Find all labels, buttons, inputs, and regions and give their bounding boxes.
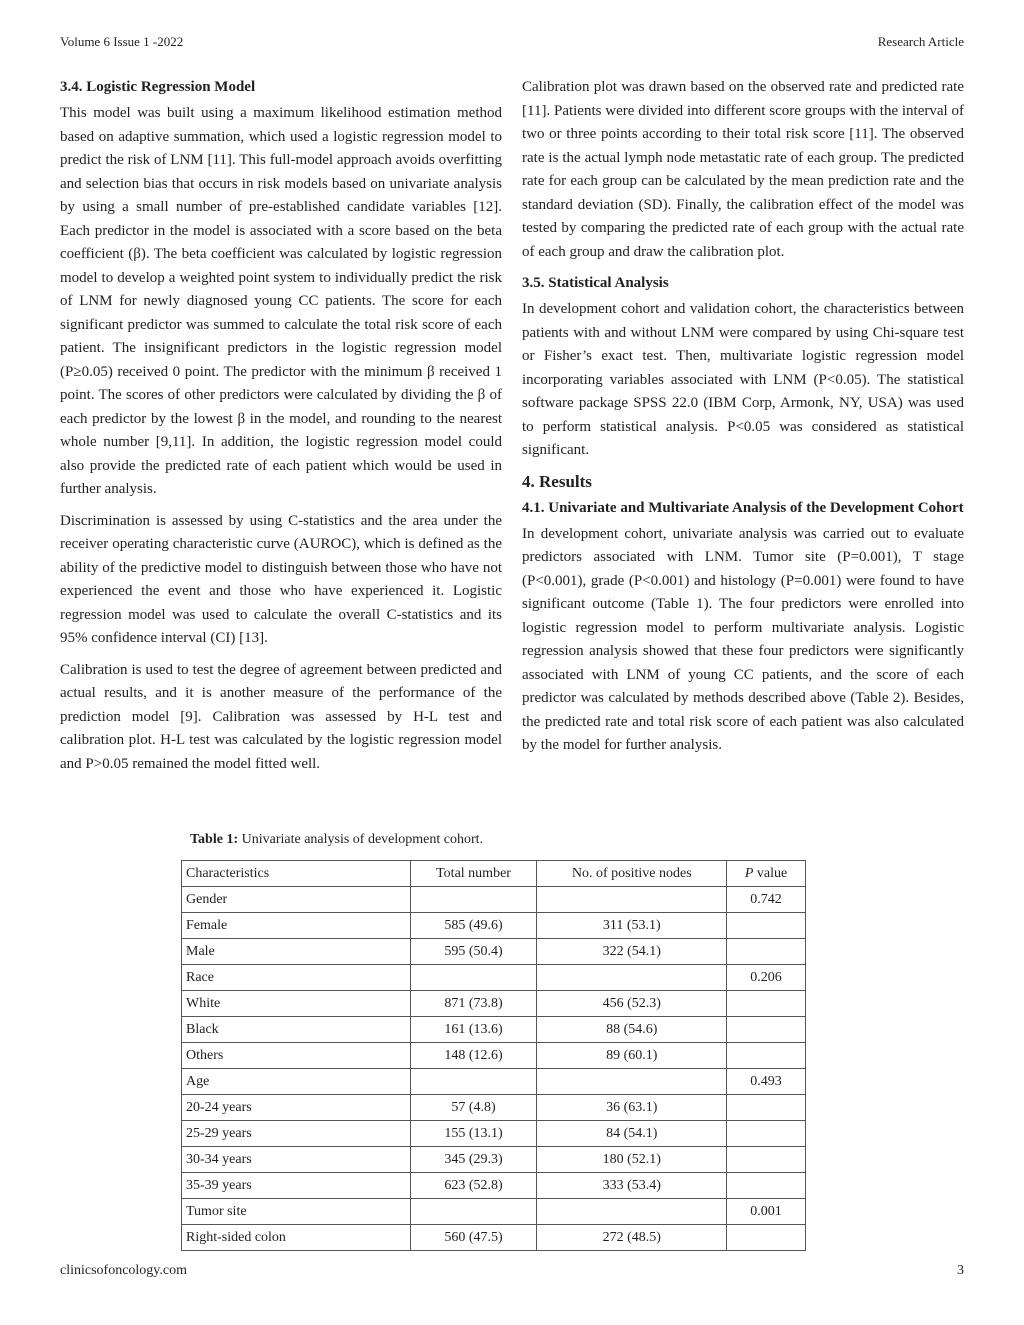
header-characteristics: Characteristics bbox=[182, 861, 411, 887]
cell-p-value: 0.206 bbox=[727, 965, 806, 991]
cell-positive-nodes: 89 (60.1) bbox=[537, 1043, 727, 1069]
cell-positive-nodes: 84 (54.1) bbox=[537, 1121, 727, 1147]
cell-p-value bbox=[727, 913, 806, 939]
footer-site: clinicsofoncology.com bbox=[60, 1263, 188, 1278]
cell-characteristic: 20-24 years bbox=[182, 1095, 411, 1121]
cell-positive-nodes: 333 (53.4) bbox=[537, 1173, 727, 1199]
cell-positive-nodes: 36 (63.1) bbox=[537, 1095, 727, 1121]
table-caption bbox=[190, 832, 483, 848]
cell-total-number: 623 (52.8) bbox=[410, 1173, 537, 1199]
cell-p-value: 0.493 bbox=[727, 1069, 806, 1095]
table-body bbox=[182, 887, 806, 1251]
cell-characteristic: Gender bbox=[182, 887, 411, 913]
cell-characteristic: Tumor site bbox=[182, 1199, 411, 1225]
cell-positive-nodes bbox=[537, 1069, 727, 1095]
cell-positive-nodes: 311 (53.1) bbox=[537, 913, 727, 939]
cell-total-number bbox=[410, 887, 537, 913]
cell-positive-nodes: 456 (52.3) bbox=[537, 991, 727, 1017]
header-p-letter: P bbox=[744, 865, 754, 881]
cell-characteristic: Others bbox=[182, 1043, 411, 1069]
paragraph: Calibration plot was drawn based on the observed rate and predicted rate [11]. Patients were divided into different score groups with the interval of two or three points according to their total risk score [11]. The observed rate is the actual lymph node metastatic rate of each group. The predicted rate for each group can be calculated by the mean prediction rate and the standard deviation (SD). Finally, the calibration effect of the model was tested by comparing the predicted rate of each group with the actual rate of each group and draw the calibration plot. bbox=[522, 79, 964, 260]
cell-positive-nodes: 88 (54.6) bbox=[537, 1017, 727, 1043]
cell-total-number bbox=[410, 965, 537, 991]
cell-characteristic: Black bbox=[182, 1017, 411, 1043]
cell-characteristic: 35-39 years bbox=[182, 1173, 411, 1199]
cell-total-number bbox=[410, 1199, 537, 1225]
table-header-row bbox=[182, 861, 806, 887]
table-row bbox=[182, 1043, 806, 1069]
cell-positive-nodes: 322 (54.1) bbox=[537, 939, 727, 965]
cell-total-number: 148 (12.6) bbox=[410, 1043, 537, 1069]
table-row bbox=[182, 1225, 806, 1251]
table-row bbox=[182, 913, 806, 939]
cell-characteristic: Right-sided colon bbox=[182, 1225, 411, 1251]
cell-total-number: 161 (13.6) bbox=[410, 1017, 537, 1043]
section-heading-logistic-regression: 3.4. Logistic Regression Model bbox=[60, 79, 256, 95]
table-caption-label: Table 1: bbox=[190, 832, 239, 847]
cell-p-value bbox=[727, 1225, 806, 1251]
cell-characteristic: Female bbox=[182, 913, 411, 939]
table-row bbox=[182, 1147, 806, 1173]
table-row bbox=[182, 939, 806, 965]
table-row bbox=[182, 965, 806, 991]
cell-p-value bbox=[727, 1017, 806, 1043]
table-row bbox=[182, 1121, 806, 1147]
univariate-analysis-table bbox=[181, 860, 806, 1251]
cell-p-value: 0.001 bbox=[727, 1199, 806, 1225]
cell-positive-nodes bbox=[537, 1199, 727, 1225]
cell-p-value bbox=[727, 991, 806, 1017]
cell-characteristic: 25-29 years bbox=[182, 1121, 411, 1147]
paragraph: In development cohort, univariate analysis was carried out to evaluate predictors associated with LNM. Tumor site (P=0.001), T stage (P<0.001), grade (P<0.001) and histology (P=0.001) were found to have significant outcome (Table 1). The four predictors were enrolled into logistic regression model to perform multivariate analysis. Logistic regression analysis showed that these four predictors were significantly associated with LNM of young CC patients, and the score of each predictor was calculated by methods described above (Table 2). Besides, the predicted rate and total risk score of each patient was also calculated by the model for further analysis. bbox=[522, 525, 964, 753]
header-volume: Volume 6 Issue 1 -2022 bbox=[60, 34, 184, 49]
header-p-value bbox=[727, 861, 806, 887]
cell-p-value bbox=[727, 1121, 806, 1147]
table-row bbox=[182, 1095, 806, 1121]
section-heading-univariate-analysis: 4.1. Univariate and Multivariate Analysis of the Development Cohort bbox=[522, 499, 964, 516]
paragraph: Calibration is used to test the degree of agreement between predicted and actual results, and it is another measure of the performance of the prediction model [9]. Calibration was assessed by H-L test and calibration plot. H-L test was calculated by the logistic regression model and P>0.05 remained the model fitted well. bbox=[60, 661, 502, 772]
cell-p-value: 0.742 bbox=[727, 887, 806, 913]
table-row bbox=[182, 1173, 806, 1199]
cell-positive-nodes bbox=[537, 887, 727, 913]
page-header bbox=[60, 34, 964, 52]
section-heading-statistical-analysis: 3.5. Statistical Analysis bbox=[522, 275, 669, 291]
cell-p-value bbox=[727, 939, 806, 965]
cell-total-number: 871 (73.8) bbox=[410, 991, 537, 1017]
cell-total-number: 57 (4.8) bbox=[410, 1095, 537, 1121]
cell-total-number: 155 (13.1) bbox=[410, 1121, 537, 1147]
paragraph: In development cohort and validation cohort, the characteristics between patients with and without LNM were compared by using Chi-square test or Fisher’s exact test. Then, multivariate logistic regression model incorporating variables associated with LNM (P<0.05). The statistical software package SPSS 22.0 (IBM Corp, Armonk, NY, USA) was used to perform statistical analysis. P<0.05 was considered as statistical significant. bbox=[522, 301, 964, 458]
cell-characteristic: Age bbox=[182, 1069, 411, 1095]
cell-p-value bbox=[727, 1095, 806, 1121]
cell-total-number: 560 (47.5) bbox=[410, 1225, 537, 1251]
cell-characteristic: Male bbox=[182, 939, 411, 965]
page-number: 3 bbox=[957, 1263, 964, 1278]
section-heading-results: 4. Results bbox=[522, 471, 592, 491]
paragraph: Discrimination is assessed by using C-statistics and the area under the receiver operating characteristic curve (AUROC), which is defined as the ability of the predictive model to distinguish between those who have not experienced the event and those who have experienced it. Logistic regression model was used to calculate the overall C-statistics and its 95% confidence interval (CI) [13]. bbox=[60, 512, 502, 646]
header-article-type: Research Article bbox=[877, 34, 964, 49]
table-row bbox=[182, 1069, 806, 1095]
page-footer bbox=[60, 1263, 964, 1281]
cell-positive-nodes bbox=[537, 965, 727, 991]
right-column bbox=[522, 76, 964, 766]
header-value-word: value bbox=[753, 865, 788, 881]
table-row bbox=[182, 991, 806, 1017]
cell-p-value bbox=[727, 1147, 806, 1173]
cell-characteristic: Race bbox=[182, 965, 411, 991]
cell-p-value bbox=[727, 1173, 806, 1199]
left-column bbox=[60, 76, 502, 784]
cell-positive-nodes: 180 (52.1) bbox=[537, 1147, 727, 1173]
cell-total-number bbox=[410, 1069, 537, 1095]
cell-total-number: 595 (50.4) bbox=[410, 939, 537, 965]
paragraph: This model was built using a maximum likelihood estimation method based on adaptive summation, which used a logistic regression model to predict the risk of LNM [11]. This full-model approach avoids overfitting and selection bias that occurs in risk models based on univariate analysis by using a small number of pre-established candidate variables [12]. Each predictor in the model is associated with a score based on the beta coefficient (β). The beta coefficient was calculated by logistic regression model to develop a weighted point system to individually predict the risk of LNM for newly diagnosed young CC patients. The score for each significant predictor was summed to calculate the total risk score of each patient. The insignificant predictors in the logistic regression model (P≥0.05) received 0 point. The predictor with the minimum β received 1 point. The scores of other predictors were calculated by dividing the β of each predictor by the lowest β in the model, and rounding to the nearest whole number [9,11]. In addition, the logistic regression model could also provide the predicted rate of each patient which would be used in further analysis. bbox=[60, 105, 502, 497]
table-row bbox=[182, 1199, 806, 1225]
cell-positive-nodes: 272 (48.5) bbox=[537, 1225, 727, 1251]
cell-p-value bbox=[727, 1043, 806, 1069]
cell-total-number: 585 (49.6) bbox=[410, 913, 537, 939]
table-caption-text: Univariate analysis of development cohort. bbox=[238, 832, 484, 847]
header-positive-nodes: No. of positive nodes bbox=[537, 861, 727, 887]
cell-total-number: 345 (29.3) bbox=[410, 1147, 537, 1173]
table-row bbox=[182, 1017, 806, 1043]
header-total-number: Total number bbox=[410, 861, 537, 887]
table-row bbox=[182, 887, 806, 913]
cell-characteristic: White bbox=[182, 991, 411, 1017]
cell-characteristic: 30-34 years bbox=[182, 1147, 411, 1173]
